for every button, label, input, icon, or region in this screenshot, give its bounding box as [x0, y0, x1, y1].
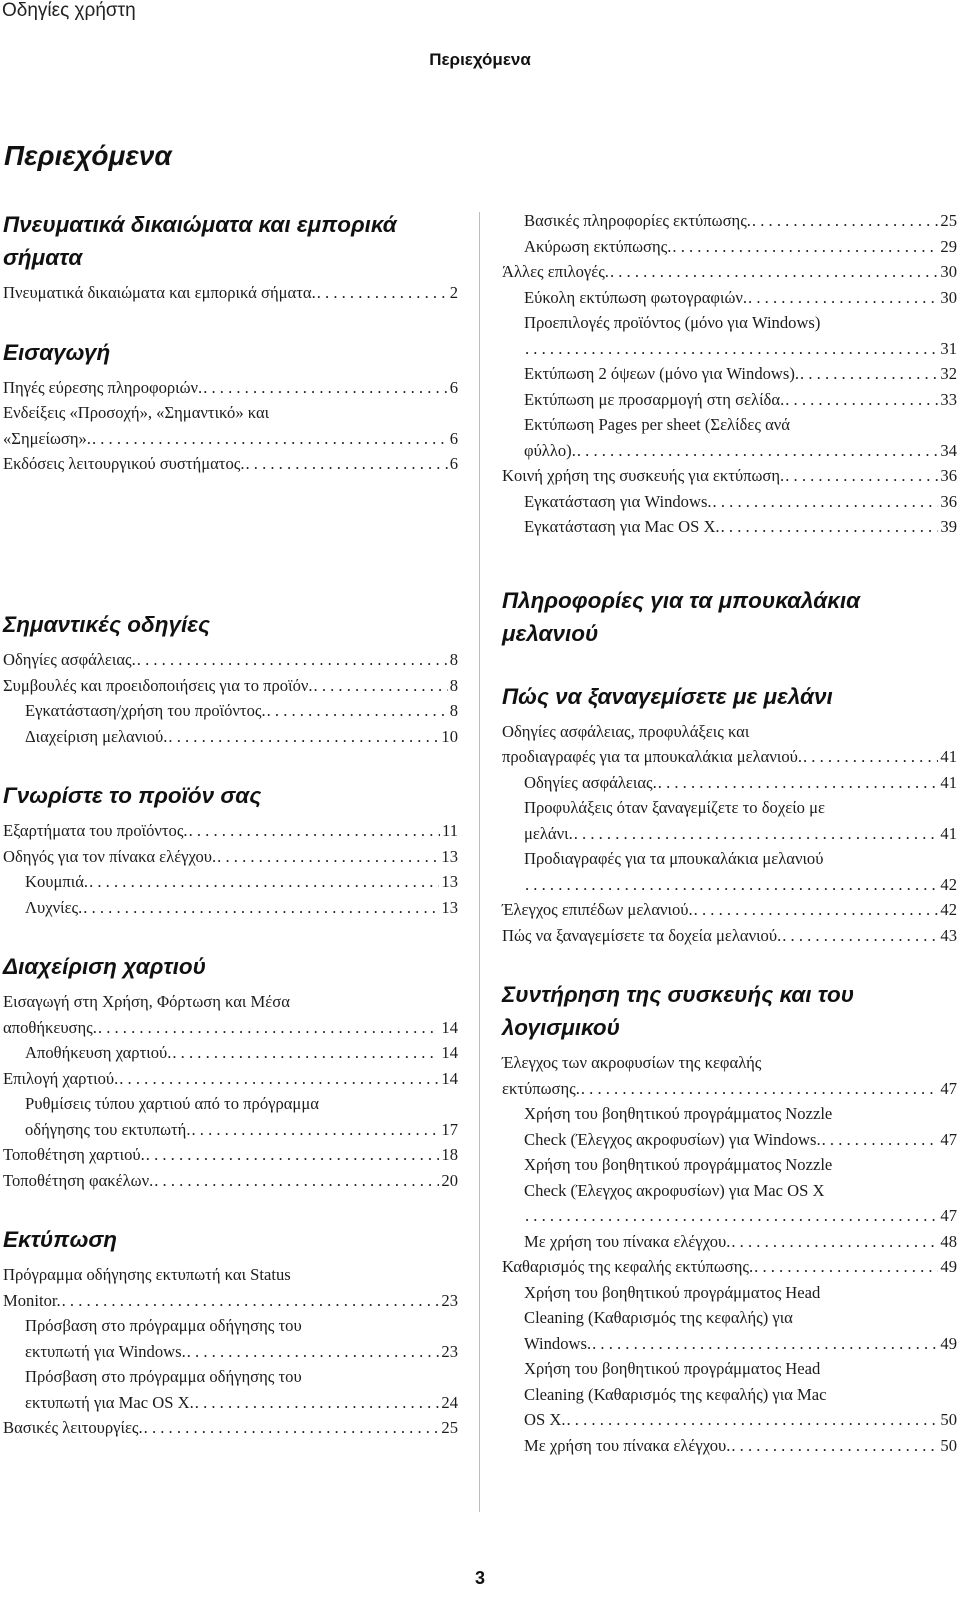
- toc-entry-text: Πρόγραμμα οδήγησης εκτυπωτή και Status: [3, 1265, 291, 1284]
- toc-entry[interactable]: [502, 1152, 957, 1229]
- column-divider: [479, 212, 480, 1512]
- toc-entry[interactable]: [3, 895, 458, 921]
- toc-entry-text: Κοινή χρήση της συσκευής για εκτύπωση.: [502, 466, 785, 485]
- toc-entry[interactable]: [3, 1066, 458, 1092]
- toc-page-number: 43: [940, 925, 957, 945]
- toc-page-number: 14: [441, 1068, 458, 1088]
- section-heading: Γνωρίστε το προϊόν σας: [3, 783, 262, 808]
- leader-dots: [693, 897, 939, 923]
- running-title: Οδηγίες χρήστη: [2, 0, 136, 21]
- toc-entry[interactable]: [3, 1262, 458, 1313]
- toc-entry-text: Χρήση του βοηθητικού προγράμματος Nozzle: [524, 1155, 833, 1174]
- toc-entry[interactable]: [3, 698, 458, 724]
- toc-entry[interactable]: [3, 1364, 458, 1415]
- leader-dots: [524, 872, 938, 898]
- toc-entry[interactable]: [3, 1168, 458, 1194]
- page-number: 3: [474, 1568, 485, 1588]
- toc-page-number: 33: [940, 389, 957, 409]
- toc-entry-text: Εκτύπωση Pages per sheet (Σελίδες ανά: [524, 415, 790, 434]
- toc-page-number: 13: [441, 872, 458, 891]
- leader-dots: [784, 387, 938, 413]
- toc-page-number: 32: [940, 364, 957, 383]
- toc-entry[interactable]: [3, 869, 458, 895]
- leader-dots: [82, 895, 439, 921]
- toc-entry[interactable]: [502, 361, 957, 387]
- leader-dots: [316, 280, 448, 306]
- toc-entry[interactable]: [502, 770, 957, 796]
- toc-page-number: 30: [940, 287, 957, 307]
- toc-page-number: 25: [940, 211, 957, 230]
- toc-right: [502, 208, 957, 1458]
- toc-entry-text: Με χρήση του πίνακα ελέγχου.: [524, 1231, 731, 1251]
- toc-entry-line: [524, 872, 957, 898]
- toc-entry-line: [524, 1331, 957, 1357]
- toc-entry-line: [524, 1407, 957, 1433]
- leader-dots: [781, 923, 938, 949]
- toc-page-number: 50: [940, 1435, 957, 1455]
- toc-entry-text: Εξαρτήματα του προϊόντος.: [3, 821, 188, 840]
- toc-page-number: 8: [449, 675, 458, 695]
- toc-page-number: 49: [940, 1333, 957, 1353]
- toc-entry-text: αποθήκευσης.: [3, 1017, 97, 1037]
- toc-page-number: 36: [940, 466, 957, 485]
- toc-entry[interactable]: [3, 280, 458, 306]
- toc-entry[interactable]: [502, 795, 957, 846]
- leader-dots: [266, 698, 448, 724]
- toc-entry-text: εκτυπωτή για Mac OS X.: [25, 1392, 194, 1412]
- toc-entry-line: [3, 426, 458, 452]
- toc-entry[interactable]: [3, 818, 458, 844]
- toc-entry-text: Ενδείξεις «Προσοχή», «Σημαντικό» και: [3, 403, 270, 422]
- leader-dots: [609, 259, 938, 285]
- toc-entry-text: εκτύπωσης.: [502, 1078, 580, 1098]
- toc-entry-text: Έλεγχος επιπέδων μελανιού.: [502, 900, 693, 919]
- toc-entry[interactable]: [502, 412, 957, 463]
- toc-entry-text: Πώς να ξαναγεμίσετε τα δοχεία μελανιού.: [502, 925, 782, 945]
- toc-entry[interactable]: [502, 259, 957, 285]
- toc-page-number: 41: [940, 747, 957, 766]
- toc-page-number: 6: [449, 428, 458, 448]
- toc-entry-text: Ρυθμίσεις τύπου χαρτιού από το πρόγραμμα: [25, 1094, 319, 1113]
- toc-entry-line: [524, 336, 957, 362]
- toc-entry-text: Πρόσβαση στο πρόγραμμα οδήγησης του: [25, 1367, 302, 1386]
- toc-entry-text: Βασικές πληροφορίες εκτύπωσης.: [524, 211, 751, 230]
- section-heading: Πνευματικά δικαιώματα και εμπορικά σήματα: [3, 212, 397, 270]
- toc-entry[interactable]: [502, 1356, 957, 1433]
- toc-page-number: 23: [441, 1341, 458, 1361]
- toc-entry-text: Προεπιλογές προϊόντος (μόνο για Windows): [524, 313, 821, 332]
- leader-dots: [194, 1390, 440, 1416]
- toc-entry-text: Καθαρισμός της κεφαλής εκτύπωσης.: [502, 1257, 754, 1276]
- toc-entry-line: [502, 744, 957, 770]
- leader-dots: [799, 361, 938, 387]
- toc-entry[interactable]: [502, 846, 957, 897]
- toc-entry-text: Κουμπιά.: [25, 872, 89, 891]
- toc-page-number: 42: [940, 874, 957, 894]
- toc-entry-text: Επιλογή χαρτιού.: [3, 1068, 119, 1088]
- toc-entry-text: Τοποθέτηση χαρτιού.: [3, 1145, 145, 1164]
- toc-entry-text: Check (Έλεγχος ακροφυσίων) για Windows.: [524, 1129, 821, 1149]
- leader-dots: [751, 208, 938, 234]
- toc-entry-line: [25, 1117, 458, 1143]
- toc-entry-line: [3, 1288, 458, 1314]
- toc-page-number: 8: [449, 650, 458, 669]
- toc-entry[interactable]: [502, 489, 957, 515]
- leader-dots: [216, 844, 439, 870]
- toc-entry-text: Cleaning (Καθαρισμός της κεφαλής) για: [524, 1308, 793, 1327]
- toc-entry-line: [3, 1015, 458, 1041]
- toc-entry-line: [524, 438, 957, 464]
- toc-entry[interactable]: [502, 1050, 957, 1101]
- toc-entry-text: Τοποθέτηση φακέλων.: [3, 1170, 154, 1190]
- leader-dots: [730, 1433, 938, 1459]
- toc-page-number: 11: [442, 821, 458, 840]
- leader-dots: [580, 1076, 939, 1102]
- leader-dots: [712, 489, 939, 515]
- leader-dots: [753, 1254, 938, 1280]
- toc-entry-text: Cleaning (Καθαρισμός της κεφαλής) για Mac: [524, 1384, 827, 1404]
- toc-entry[interactable]: [3, 451, 458, 477]
- leader-dots: [524, 1203, 938, 1229]
- toc-page-number: 47: [940, 1206, 957, 1225]
- toc-page-number: 39: [940, 517, 957, 536]
- leader-dots: [784, 463, 938, 489]
- toc-entry[interactable]: [3, 400, 458, 451]
- toc-page-number: 14: [441, 1017, 458, 1037]
- leader-dots: [91, 426, 448, 452]
- toc-page-number: 34: [940, 440, 957, 460]
- toc-entry[interactable]: [502, 719, 957, 770]
- leader-dots: [97, 1015, 440, 1041]
- toc-entry-text: Εκτύπωση 2 όψεων (μόνο για Windows).: [524, 364, 800, 383]
- toc-entry[interactable]: [3, 1040, 458, 1066]
- toc-entry[interactable]: [3, 647, 458, 673]
- toc-entry[interactable]: [502, 1254, 957, 1280]
- leader-dots: [671, 234, 938, 260]
- toc-entry[interactable]: [502, 1101, 957, 1152]
- toc-entry[interactable]: [3, 724, 458, 750]
- toc-entry-text: Οδηγίες ασφάλειας, προφυλάξεις και: [502, 721, 750, 741]
- toc-entry[interactable]: [3, 375, 458, 401]
- leader-dots: [190, 1117, 439, 1143]
- leader-dots: [167, 724, 439, 750]
- toc-entry-text: Εκδόσεις λειτουργικού συστήματος.: [3, 454, 245, 473]
- toc-page-number: 6: [449, 377, 458, 397]
- section-header: Περιεχόμενα: [429, 50, 531, 69]
- leader-dots: [136, 647, 448, 673]
- toc-page-number: 41: [940, 772, 957, 792]
- leader-dots: [188, 818, 440, 844]
- toc-entry[interactable]: [502, 310, 957, 361]
- toc-page-number: 49: [940, 1257, 957, 1276]
- leader-dots: [145, 1142, 440, 1168]
- toc-entry[interactable]: [3, 1091, 458, 1142]
- leader-dots: [524, 336, 938, 362]
- toc-page-number: 13: [441, 846, 458, 866]
- toc-entry-text: Έλεγχος των ακροφυσίων της κεφαλής: [502, 1053, 762, 1072]
- toc-page-number: 30: [940, 262, 957, 281]
- toc-page-number: 2: [449, 283, 458, 302]
- toc-page-number: 47: [940, 1078, 957, 1098]
- toc-entry-text: Συμβουλές και προειδοποιήσεις για το προϊόν.: [3, 675, 313, 695]
- toc-entry-text: Χρήση του βοηθητικού προγράμματος Nozzle: [524, 1104, 833, 1123]
- section-heading: Πώς να ξαναγεμίσετε με μελάνι: [502, 683, 833, 709]
- toc-entry-text: Ακύρωση εκτύπωσης.: [524, 236, 672, 256]
- toc-entry[interactable]: [3, 989, 458, 1040]
- toc-entry-text: Χρήση του βοηθητικού προγράμματος Head: [524, 1359, 821, 1378]
- toc-left-bottom: [3, 608, 458, 1441]
- toc-page-number: 18: [441, 1145, 458, 1164]
- leader-dots: [821, 1127, 939, 1153]
- leader-dots: [186, 1339, 440, 1365]
- leader-dots: [153, 1168, 439, 1194]
- toc-page-number: 17: [441, 1119, 458, 1139]
- toc-page-number: 42: [940, 900, 957, 919]
- toc-entry-text: Διαχείριση μελανιού.: [25, 726, 168, 746]
- toc-entry[interactable]: [3, 1415, 458, 1441]
- section-heading: Συντήρηση της συσκευής και του λογισμικού: [502, 982, 855, 1040]
- leader-dots: [88, 869, 439, 895]
- toc-entry-line: [524, 1127, 957, 1153]
- toc-entry-text: Πνευματικά δικαιώματα και εμπορικά σήματα.: [3, 283, 316, 302]
- toc-entry[interactable]: [502, 923, 957, 949]
- toc-page-number: 24: [441, 1392, 458, 1412]
- toc-entry-text: Πηγές εύρεσης πληροφοριών.: [3, 377, 203, 397]
- toc-page-number: 36: [940, 491, 957, 511]
- toc-entry[interactable]: [502, 514, 957, 540]
- toc-entry-text: Οδηγίες ασφάλειας.: [3, 650, 136, 669]
- leader-dots: [657, 770, 939, 796]
- leader-dots: [573, 821, 939, 847]
- toc-entry-text: OS X.: [524, 1410, 566, 1429]
- leader-dots: [576, 438, 939, 464]
- toc-entry-text: Χρήση του βοηθητικού προγράμματος Head: [524, 1282, 821, 1302]
- toc-page-number: 47: [940, 1129, 957, 1149]
- toc-entry-text: μελάνι.: [524, 823, 573, 843]
- toc-entry-text: Βασικές λειτουργίες.: [3, 1418, 143, 1437]
- leader-dots: [720, 514, 939, 540]
- toc-entry[interactable]: [502, 1433, 957, 1459]
- toc-page-number: 23: [441, 1290, 458, 1310]
- toc-page-number: 50: [940, 1410, 957, 1429]
- toc-page-number: 14: [441, 1043, 458, 1062]
- leader-dots: [802, 744, 938, 770]
- toc-entry-text: Προδιαγραφές για τα μπουκαλάκια μελανιού: [524, 849, 824, 868]
- toc-page-number: 31: [940, 338, 957, 358]
- toc-entry-text: οδήγησης του εκτυπωτή.: [25, 1119, 191, 1139]
- toc-entry-text: Εγκατάσταση για Mac OS X.: [524, 517, 720, 536]
- toc-entry[interactable]: [502, 897, 957, 923]
- toc-entry[interactable]: [3, 1142, 458, 1168]
- section-heading: Εισαγωγή: [3, 339, 111, 365]
- toc-page-number: 48: [940, 1231, 957, 1251]
- toc-page-number: 8: [449, 701, 458, 720]
- toc-page-number: 13: [441, 897, 458, 917]
- toc-entry-text: Εύκολη εκτύπωση φωτογραφιών.: [524, 287, 748, 307]
- toc-page-number: 29: [940, 236, 957, 256]
- toc-entry[interactable]: [502, 208, 957, 234]
- toc-entry[interactable]: [502, 285, 957, 311]
- leader-dots: [566, 1407, 939, 1433]
- leader-dots: [171, 1040, 439, 1066]
- leader-dots: [143, 1415, 440, 1441]
- toc-entry[interactable]: [502, 1229, 957, 1255]
- toc-entry-text: Εισαγωγή στη Χρήση, Φόρτωση και Μέσα: [3, 992, 290, 1011]
- leader-dots: [244, 451, 447, 477]
- leader-dots: [118, 1066, 439, 1092]
- toc-entry[interactable]: [3, 1313, 458, 1364]
- toc-entry-text: Με χρήση του πίνακα ελέγχου.: [524, 1435, 731, 1455]
- section-heading: Εκτύπωση: [3, 1227, 118, 1252]
- toc-entry-text: Εγκατάσταση/χρήση του προϊόντος.: [25, 701, 266, 720]
- toc-entry-text: εκτυπωτή για Windows.: [25, 1341, 186, 1361]
- leader-dots: [202, 375, 448, 401]
- toc-entry[interactable]: [502, 463, 957, 489]
- toc-entry-text: προδιαγραφές για τα μπουκαλάκια μελανιού.: [502, 747, 802, 766]
- page-title: Περιεχόμενα: [4, 140, 172, 171]
- toc-left-top: [3, 208, 458, 477]
- toc-entry[interactable]: [502, 234, 957, 260]
- toc-entry-text: «Σημείωση».: [3, 428, 91, 448]
- section-heading: Πληροφορίες για τα μπουκαλάκια μελανιού: [502, 587, 861, 646]
- toc-entry[interactable]: [3, 844, 458, 870]
- toc-entry-line: [502, 1076, 957, 1102]
- toc-page-number: 6: [449, 454, 458, 473]
- toc-entry-text: Λυχνίες.: [25, 897, 83, 917]
- toc-entry-text: Windows.: [524, 1333, 592, 1353]
- leader-dots: [747, 285, 938, 311]
- toc-entry-text: Check (Έλεγχος ακροφυσίων) για Mac OS X: [524, 1180, 825, 1200]
- toc-entry-text: Προφυλάξεις όταν ξαναγεμίζετε το δοχείο με: [524, 798, 825, 817]
- toc-entry-text: Οδηγίες ασφάλειας.: [524, 772, 657, 792]
- leader-dots: [591, 1331, 938, 1357]
- section-heading: Σημαντικές οδηγίες: [3, 612, 210, 637]
- toc-entry-text: φύλλο).: [524, 440, 576, 460]
- toc-page-number: 10: [441, 726, 458, 746]
- toc-entry-text: Αποθήκευση χαρτιού.: [25, 1043, 172, 1062]
- toc-entry-line: [524, 1203, 957, 1229]
- toc-entry-text: Monitor.: [3, 1290, 61, 1310]
- toc-entry[interactable]: [3, 673, 458, 699]
- toc-page-number: 41: [940, 823, 957, 843]
- toc-entry-text: Πρόσβαση στο πρόγραμμα οδήγησης του: [25, 1316, 302, 1335]
- toc-entry-text: Άλλες επιλογές.: [502, 262, 609, 281]
- leader-dots: [313, 673, 448, 699]
- toc-page-number: 25: [441, 1418, 458, 1437]
- leader-dots: [730, 1229, 938, 1255]
- toc-page-number: 20: [441, 1170, 458, 1190]
- toc-entry-line: [25, 1390, 458, 1416]
- toc-entry[interactable]: [502, 387, 957, 413]
- toc-entry-text: Εκτύπωση με προσαρμογή στη σελίδα.: [524, 389, 785, 409]
- toc-entry[interactable]: [502, 1280, 957, 1357]
- toc-entry-line: [524, 821, 957, 847]
- section-heading: Διαχείριση χαρτιού: [3, 954, 206, 979]
- leader-dots: [61, 1288, 440, 1314]
- toc-entry-text: Οδηγός για τον πίνακα ελέγχου.: [3, 846, 217, 866]
- toc-entry-text: Εγκατάσταση για Windows.: [524, 491, 712, 511]
- toc-entry-line: [25, 1339, 458, 1365]
